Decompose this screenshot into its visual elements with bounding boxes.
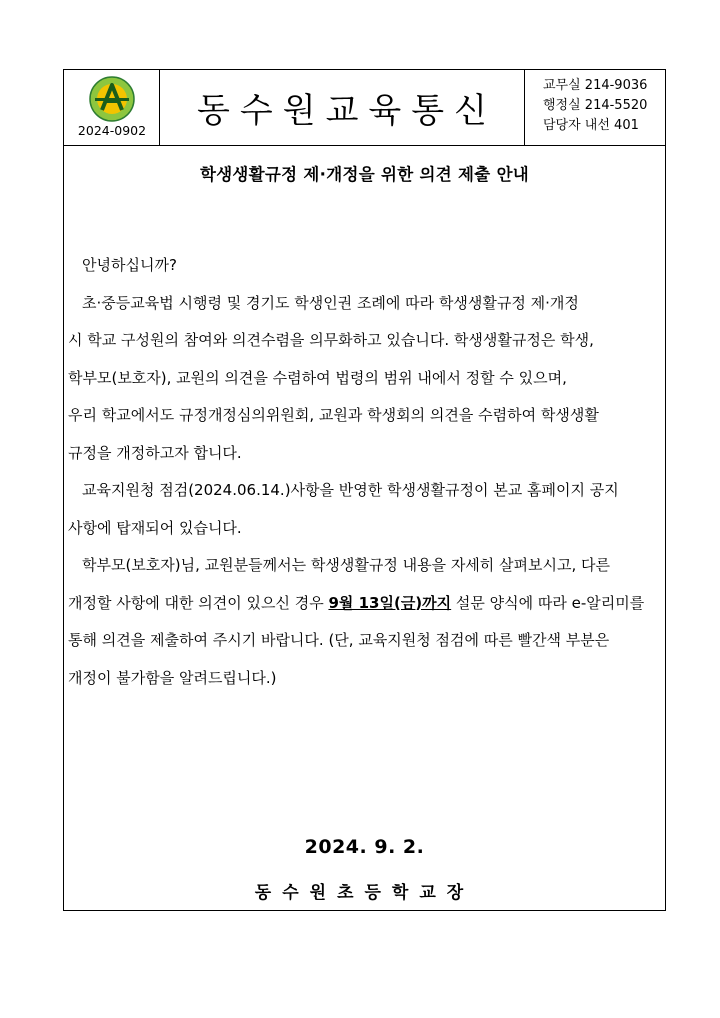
issue-code: 2024-0902	[77, 123, 147, 138]
paragraph-line: 학부모(보호자)님, 교원분들께서는 학생생활규정 내용을 자세히 살펴보시고, 다른	[82, 556, 611, 574]
newsletter-frame	[63, 69, 666, 911]
document-body	[68, 247, 664, 697]
document-title: 학생생활규정 제·개정을 위한 의견 제출 안내	[199, 165, 530, 184]
paragraph-line: 우리 학교에서도 규정개정심의위원회, 교원과 학생회의 의견을 수렴하여 학생생활	[68, 406, 599, 424]
signer: 동수원초등학교장	[254, 883, 475, 903]
logo-bar	[95, 98, 129, 101]
paragraph-line: 초·중등교육법 시행령 및 경기도 학생인권 조례에 따라 학생생활규정 제·개정	[82, 293, 579, 312]
contact-line: 행정실 214-5520	[543, 98, 648, 113]
paragraph-line: 규정을 개정하고자 합니다.	[68, 443, 242, 462]
contact-line: 교무실 214-9036	[543, 78, 648, 93]
logo-cell	[64, 70, 160, 145]
paragraph-line: 시 학교 구성원의 참여와 의견수렴을 의무화하고 있습니다. 학생생활규정은 학생,	[68, 331, 594, 349]
paragraph-text: 개정할 사항에 대한 의견이 있으신 경우	[68, 593, 329, 612]
paragraph-line: 학부모(보호자), 교원의 의견을 수렴하여 법령의 범위 내에서 정할 수 있으며,	[68, 368, 567, 387]
paragraph-text: 설문 양식에 따라 e-알리미를	[451, 593, 645, 612]
deadline-highlight: 9월 13일(금)까지	[328, 593, 452, 612]
paragraph-line	[68, 585, 664, 623]
contact-cell	[524, 70, 665, 145]
issue-date: 2024. 9. 2.	[304, 836, 425, 858]
paragraph-line: 사항에 탑재되어 있습니다.	[68, 518, 242, 537]
greeting: 안녕하십니까?	[82, 256, 177, 274]
newsletter-title: 동수원교육통신	[197, 91, 497, 131]
school-logo	[89, 76, 135, 122]
paragraph-line: 통해 의견을 제출하여 주시기 바랍니다. (단, 교육지원청 점검에 따른 빨간색 부분은	[68, 631, 610, 649]
paragraph-line: 교육지원청 점검(2024.06.14.)사항을 반영한 학생생활규정이 본교 홈페이지 공지	[82, 481, 619, 499]
contact-line: 담당자 내선 401	[543, 118, 639, 133]
newsletter-header	[64, 70, 665, 146]
title-cell	[160, 70, 524, 145]
paragraph-line: 개정이 불가함을 알려드립니다.)	[68, 668, 277, 687]
